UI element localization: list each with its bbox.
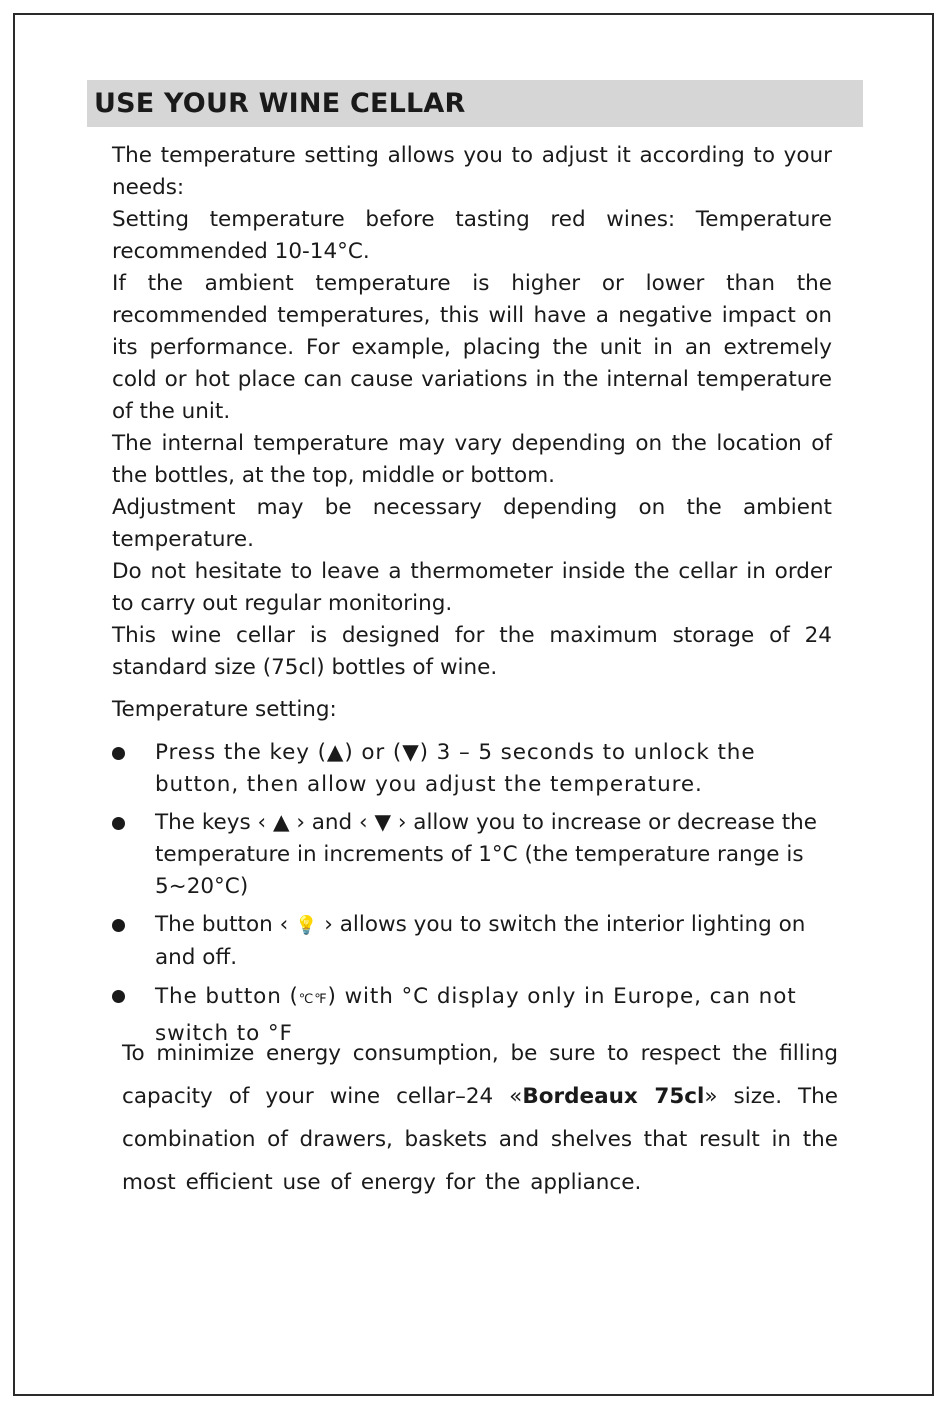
bullet-icon xyxy=(112,990,125,1003)
bullet-text: The button ‹ xyxy=(155,912,296,937)
energy-text: To minimize energy consumption, be sure to respect the filling capacity of your wine cellar–24 « xyxy=(122,1041,838,1109)
list-item xyxy=(112,807,832,903)
light-bulb-icon: 💡 xyxy=(295,915,318,936)
up-arrow-icon: ▲ xyxy=(326,740,345,765)
bullet-text: The button ( xyxy=(155,984,299,1009)
bullet-text: ) or ( xyxy=(344,740,403,765)
instruction-list xyxy=(112,737,832,1057)
bullet-text: › allow you to increase or decrease the temperature in increments of 1°C (the temperature range is 5~20°C) xyxy=(155,810,818,899)
bullet-text: The keys ‹ xyxy=(155,810,273,835)
bullet-icon xyxy=(112,817,125,830)
temperature-setting-heading: Temperature setting: xyxy=(112,697,337,722)
thermometer-unit-icon: ℃℉ xyxy=(298,992,328,1007)
intro-paragraph-3: If the ambient temperature is higher or lower than the recommended temperatures, this will have a negative impact on its performance. For example, placing the unit in an extremely cold or hot place can cause variations in the internal temperature of the unit. xyxy=(112,271,832,424)
list-item xyxy=(112,909,832,974)
up-arrow-icon: ▲ xyxy=(272,810,290,835)
bullet-icon xyxy=(112,747,125,760)
intro-paragraph-2: Setting temperature before tasting red wines: Temperature recommended 10-14°C. xyxy=(112,207,832,264)
energy-text: » size. The combination of drawers, baskets and shelves that result in the most efficient use of energy for the appliance. xyxy=(122,1084,839,1195)
down-arrow-icon: ▼ xyxy=(374,810,392,835)
energy-paragraph xyxy=(122,1032,838,1204)
section-header xyxy=(87,80,863,127)
section-title: USE YOUR WINE CELLAR xyxy=(94,88,466,119)
bullet-text: ) 3 – 5 seconds to unlock the button, then allow you adjust the temperature. xyxy=(155,740,756,797)
bullet-text: › allows you to switch the interior lighting on and off. xyxy=(155,912,806,970)
intro-paragraph-7: This wine cellar is designed for the maximum storage of 24 standard size (75cl) bottles of wine. xyxy=(112,623,832,680)
energy-note xyxy=(122,1032,838,1204)
intro-paragraph-5: Adjustment may be necessary depending on the ambient temperature. xyxy=(112,495,832,552)
bullet-text: ) with °C display only in Europe, can not switch to °F xyxy=(155,984,797,1046)
bullet-icon xyxy=(112,919,125,932)
bottle-size-emphasis: Bordeaux 75cl xyxy=(522,1084,705,1109)
intro-text xyxy=(112,140,832,726)
down-arrow-icon: ▼ xyxy=(402,740,420,765)
intro-paragraph-6: Do not hesitate to leave a thermometer inside the cellar in order to carry out regular monitoring. xyxy=(112,559,832,616)
intro-paragraph-4: The internal temperature may vary depending on the location of the bottles, at the top, middle or bottom. xyxy=(112,431,832,488)
list-item xyxy=(112,737,832,801)
intro-paragraph-1: The temperature setting allows you to adjust it according to your needs: xyxy=(112,143,832,200)
bullet-text: › and ‹ xyxy=(289,810,375,835)
bullet-text: Press the key ( xyxy=(155,740,327,765)
